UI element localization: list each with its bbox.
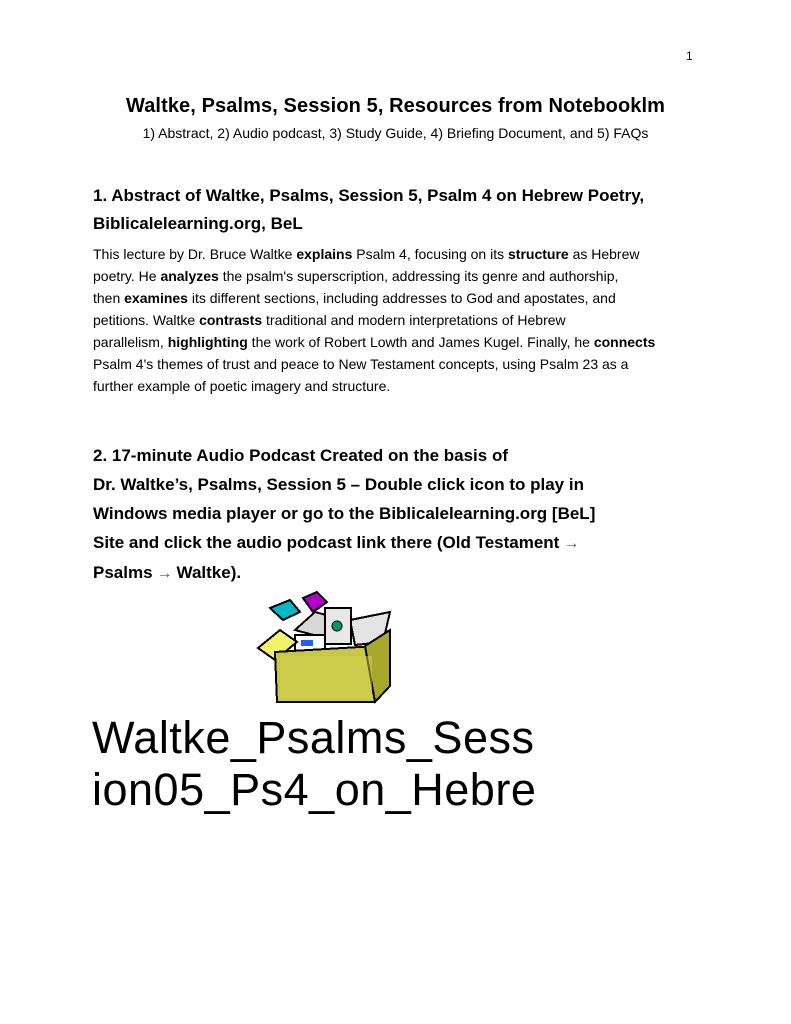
abstract-text: the psalm's superscription, addressing its genre and authorship,: [218, 268, 619, 284]
abstract-text: This lecture by Dr. Bruce Waltke: [93, 246, 297, 262]
abstract-text: further example of poetic imagery and structure.: [93, 378, 391, 394]
page-number: 1: [686, 49, 693, 63]
abstract-line: [93, 265, 703, 287]
podcast-heading-line3: Windows media player or go to the Biblicalelearning.org [BeL]: [93, 504, 596, 523]
abstract-text: petitions. Waltke: [93, 312, 200, 328]
podcast-heading-line4: [93, 528, 713, 558]
abstract-text: traditional and modern interpretations of Hebrew: [262, 312, 566, 328]
abstract-heading-line1: 1. Abstract of Waltke, Psalms, Session 5, Psalm 4 on Hebrew Poetry,: [93, 186, 645, 205]
package-installer-icon: [255, 590, 395, 705]
file-label-line2: ion05_Ps4_on_Hebre: [92, 764, 537, 815]
podcast-heading-line5-psalms: Psalms: [93, 563, 153, 582]
abstract-line: [93, 353, 703, 375]
file-label-line1: Waltke_Psalms_Sess: [92, 712, 535, 763]
abstract-bold-word: explains: [296, 246, 353, 262]
abstract-text: then: [93, 290, 125, 306]
podcast-heading-line5: [93, 558, 713, 588]
abstract-body: [93, 243, 703, 397]
abstract-text: its different sections, including addresses to God and apostates, and: [187, 290, 616, 306]
abstract-text: poetry. He: [93, 268, 161, 284]
abstract-text: parallelism,: [93, 334, 168, 350]
abstract-text: the work of Robert Lowth and James Kugel. Finally, he: [247, 334, 594, 350]
page-subtitle: 1) Abstract, 2) Audio podcast, 3) Study Guide, 4) Briefing Document, and 5) FAQs: [142, 125, 649, 141]
abstract-bold-word: analyzes: [160, 268, 219, 284]
audio-file-icon[interactable]: [255, 590, 395, 705]
podcast-heading-line2: Dr. Waltke’s, Psalms, Session 5 – Double click icon to play in: [93, 475, 584, 494]
podcast-heading-line4-text: Site and click the audio podcast link there (Old Testament: [93, 533, 560, 552]
abstract-bold-word: examines: [124, 290, 188, 306]
podcast-heading-line1: 2. 17-minute Audio Podcast Created on the basis of: [93, 446, 508, 465]
abstract-line: [93, 243, 703, 265]
abstract-heading: [93, 182, 713, 238]
abstract-bold-word: highlighting: [167, 334, 248, 350]
abstract-bold-word: connects: [593, 334, 656, 350]
abstract-text: Psalm 4, focusing on its: [352, 246, 508, 262]
abstract-text: Psalm 4's themes of trust and peace to New Testament concepts, using Psalm 23 as a: [93, 356, 629, 372]
abstract-heading-line2: Biblicalelearning.org, BeL: [93, 214, 303, 233]
abstract-line: [93, 375, 703, 397]
podcast-heading-line5-waltke: Waltke).: [176, 563, 242, 582]
abstract-bold-word: contrasts: [199, 312, 263, 328]
abstract-line: [93, 287, 703, 309]
abstract-line: [93, 309, 703, 331]
abstract-line: [93, 331, 703, 353]
page-title: Waltke, Psalms, Session 5, Resources from Notebooklm: [125, 95, 666, 117]
abstract-bold-word: structure: [508, 246, 569, 262]
abstract-text: as Hebrew: [568, 246, 640, 262]
audio-file-label[interactable]: [92, 712, 550, 816]
arrow-right-icon: →: [156, 565, 173, 582]
arrow-right-icon: →: [563, 535, 580, 552]
podcast-heading: [93, 441, 713, 588]
